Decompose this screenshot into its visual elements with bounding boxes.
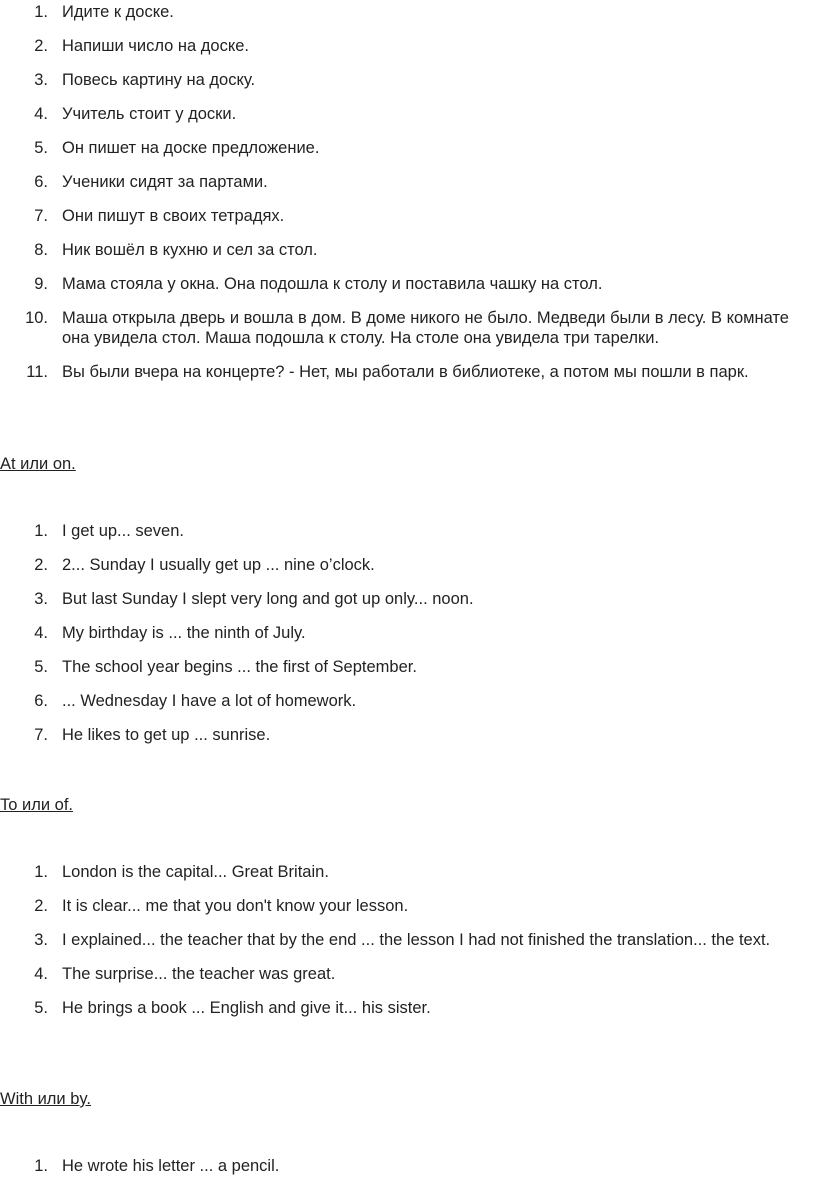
item-number: 1. — [34, 1157, 48, 1175]
item-text: He likes to get up ... sunrise. — [62, 726, 271, 744]
item-text: London is the capital... Great Britain. — [62, 863, 329, 881]
item-number: 1. — [34, 863, 48, 881]
item-number: 6. — [34, 173, 48, 191]
item-text: The surprise... the teacher was great. — [62, 965, 336, 983]
item-number: 4. — [34, 965, 48, 983]
item-number: 6. — [34, 692, 48, 710]
item-number: 5. — [34, 139, 48, 157]
item-text: Вы были вчера на концерте? - Нет, мы работали в библиотеке, а потом мы пошли в парк. — [62, 363, 749, 381]
item-text: Мама стояла у окна. Она подошла к столу и поставила чашку на стол. — [62, 275, 603, 293]
item-text: Напиши число на доске. — [62, 37, 250, 55]
item-text: I get up... seven. — [62, 522, 184, 540]
list-item — [0, 657, 812, 677]
item-number: 10. — [25, 309, 48, 327]
list-item — [0, 274, 812, 294]
list-item — [0, 1156, 812, 1176]
section-heading-with-by: With или by. — [0, 1090, 92, 1108]
list-item — [0, 521, 812, 541]
list-item — [0, 964, 812, 984]
item-number: 9. — [34, 275, 48, 293]
list-item — [0, 589, 812, 609]
item-text: Учитель стоит у доски. — [62, 105, 237, 123]
list-item — [0, 725, 812, 745]
item-number: 11. — [26, 363, 48, 381]
with-by-exercise-list — [0, 1156, 812, 1176]
item-number: 3. — [34, 931, 48, 949]
item-text: 2... Sunday I usually get up ... nine o’clock. — [62, 556, 375, 574]
list-item — [0, 36, 812, 56]
item-number: 5. — [34, 658, 48, 676]
list-item — [0, 691, 812, 711]
to-of-exercise-list — [0, 862, 812, 1032]
item-text: But last Sunday I slept very long and got up only... noon. — [62, 590, 474, 608]
item-number: 4. — [34, 105, 48, 123]
item-number: 4. — [34, 624, 48, 642]
list-item — [0, 70, 812, 90]
list-item — [0, 104, 812, 124]
list-item — [0, 2, 812, 22]
list-item — [0, 138, 812, 158]
list-item — [0, 362, 812, 382]
item-text: He brings a book ... English and give it... his sister. — [62, 999, 431, 1017]
item-number: 2. — [34, 897, 48, 915]
item-number: 2. — [34, 37, 48, 55]
list-item — [0, 998, 812, 1018]
item-number: 3. — [34, 71, 48, 89]
item-text: Ник вошёл в кухню и сел за стол. — [62, 241, 318, 259]
item-number: 2. — [34, 556, 48, 574]
item-number: 5. — [34, 999, 48, 1017]
item-number: 3. — [34, 590, 48, 608]
list-item — [0, 206, 812, 226]
item-text: Он пишет на доске предложение. — [62, 139, 320, 157]
item-text: Они пишут в своих тетрадях. — [62, 207, 285, 225]
item-number: 7. — [34, 726, 48, 744]
item-text: Идите к доске. — [62, 3, 174, 21]
list-item — [0, 623, 812, 643]
item-text: I explained... the teacher that by the end ... the lesson I had not finished the translation... the text. — [62, 931, 771, 949]
item-number: 1. — [34, 3, 48, 21]
section-heading-to-of: To или of. — [0, 796, 74, 814]
item-number: 7. — [34, 207, 48, 225]
russian-sentence-list — [0, 2, 812, 396]
list-item — [0, 240, 812, 260]
list-item — [0, 172, 812, 192]
item-text: ... Wednesday I have a lot of homework. — [62, 692, 357, 710]
item-number: 1. — [34, 522, 48, 540]
list-item — [0, 308, 812, 348]
list-item — [0, 862, 812, 882]
item-text: He wrote his letter ... a pencil. — [62, 1157, 280, 1175]
list-item — [0, 555, 812, 575]
item-text: It is clear... me that you don't know your lesson. — [62, 897, 409, 915]
list-item — [0, 896, 812, 916]
at-on-exercise-list — [0, 521, 812, 759]
item-text: My birthday is ... the ninth of July. — [62, 624, 306, 642]
item-text: Ученики сидят за партами. — [62, 173, 268, 191]
list-item — [0, 930, 812, 950]
item-number: 8. — [34, 241, 48, 259]
item-text: The school year begins ... the first of September. — [62, 658, 417, 676]
section-heading-at-on: At или on. — [0, 455, 76, 473]
item-text: Маша открыла дверь и вошла в дом. В доме никого не было. Медведи были в лесу. В комнате она увидела стол. Маша подошла к столу. На столе она увидела три тарелки. — [62, 309, 789, 347]
item-text: Повесь картину на доску. — [62, 71, 256, 89]
